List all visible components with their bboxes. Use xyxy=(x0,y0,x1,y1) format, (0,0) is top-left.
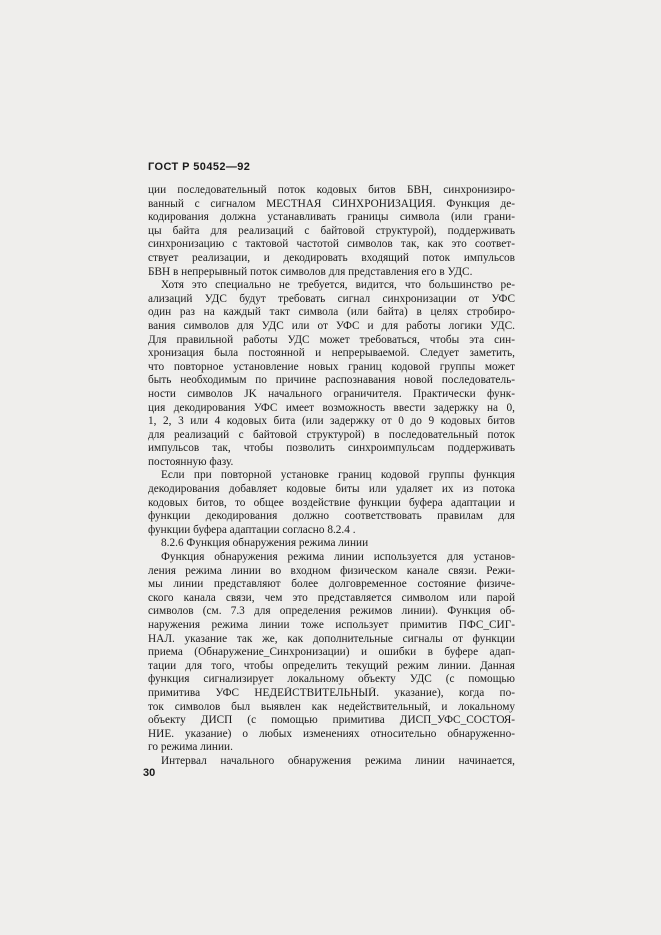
text-line: БВН в непрерывный поток символов для представления его в УДС. xyxy=(148,265,473,278)
text-line: синхронизацию с тактовой частотой символов так, как это соответ- xyxy=(148,238,515,251)
text-line: Интервал начального обнаружения режима линии начинается, xyxy=(161,754,515,767)
text-line: функции буфера адаптации согласно 8.2.4 . xyxy=(148,523,356,536)
text-line: Функция обнаружения режима линии используется для установ- xyxy=(161,551,515,564)
text-line: ванный с сигналом МЕСТНАЯ СИНХРОНИЗАЦИЯ. Функция де- xyxy=(148,197,515,210)
text-line: функция сигнализирует локальному объекту УДС (с помощью xyxy=(148,673,515,686)
text-line: НИЕ. указание) о любых изменениях относительно обнаруженно- xyxy=(148,727,515,740)
text-line: хронизация была постоянной и непрерываемой. Следует заметить, xyxy=(148,347,515,360)
text-line: наружения режима линии тоже использует примитив ПФС_СИГ- xyxy=(148,619,515,631)
text-line: цы байта для реализаций с байтовой структурой), поддерживать xyxy=(148,224,515,237)
text-line: кодирования должна устанавливать границы символа (или грани- xyxy=(148,211,515,224)
text-line: 8.2.6 Функция обнаружения режима линии xyxy=(161,537,369,550)
text-line: для реализаций с байтовой структурой) в последовательный поток xyxy=(148,428,515,441)
text-line: Для правильной работы УДС может требоваться, чтобы эта син- xyxy=(148,333,515,346)
text-line: ления режима линии во входном физическом канале связи. Режи- xyxy=(148,564,515,577)
text-line: тации для того, чтобы определить текущий режим линии. Данная xyxy=(148,659,515,672)
text-line: ствует реализации, и декодировать входящий поток импульсов xyxy=(148,251,515,264)
text-line: ского канала связи, чем это представляется символом или парой xyxy=(148,591,515,604)
text-line: Если при повторной установке границ кодовой группы функция xyxy=(161,469,515,482)
text-line: кодовых битов, то общее воздействие функции буфера адаптации и xyxy=(148,496,515,509)
page-number: 30 xyxy=(143,767,156,779)
text-line: ности символов JK начального ограничителя. Практически функ- xyxy=(148,387,515,400)
text-line: ция декодирования УФС имеет возможность ввести задержку на 0, xyxy=(148,401,515,414)
text-line: мы линии представляют более долговременное состояние физиче- xyxy=(148,578,515,591)
text-line: ток символов был выявлен как недействительный, и локальному xyxy=(148,700,515,713)
text-line: что повторное установление новых границ кодовой группы может xyxy=(148,360,515,373)
text-line: приема (Обнаружение_Синхронизации) и ошибки в буфере адап- xyxy=(148,646,515,659)
text-line: ализаций УДС будут требовать сигнал синхронизации от УФС xyxy=(148,292,515,305)
text-line: ции последовательный поток кодовых битов БВН, синхронизиро- xyxy=(148,184,515,196)
text-line: быть необходимым по причине распознавания новой последователь- xyxy=(148,374,515,387)
text-line: функции декодирования должно соответствовать правилам для xyxy=(148,510,515,523)
text-line: Хотя это специально не требуется, видится, что большинство ре- xyxy=(161,279,515,292)
text-line: примитива УФС НЕДЕЙСТВИТЕЛЬНЫЙ. указание), когда по- xyxy=(148,686,515,699)
text-line: вания символов для УДС или от УФС и для работы логики УДС. xyxy=(148,319,515,332)
document-header: ГОСТ Р 50452—92 xyxy=(148,161,251,173)
body-text xyxy=(148,184,515,769)
text-line: 1, 2, 3 или 4 кодовых бита (или задержку от 0 до 9 кодовых битов xyxy=(148,415,515,428)
text-line: объекту ДИСП (с помощью примитива ДИСП_УФС_СОСТОЯ- xyxy=(148,714,515,727)
text-line: импульсов так, чтобы позволить синхроимпульсам поддерживать xyxy=(148,442,515,455)
text-line: постоянную фазу. xyxy=(148,455,234,468)
text-line: го режима линии. xyxy=(148,741,233,754)
text-line: символов (см. 7.3 для определения режимов линии). Функция об- xyxy=(148,605,515,618)
text-line: НАЛ. указание так же, как дополнительные сигналы от функции xyxy=(148,632,515,645)
text-line: декодирования добавляет кодовые биты или удаляет их из потока xyxy=(148,483,515,496)
text-line: один раз на каждый такт символа (или байта) в целях стробиро- xyxy=(148,306,515,319)
